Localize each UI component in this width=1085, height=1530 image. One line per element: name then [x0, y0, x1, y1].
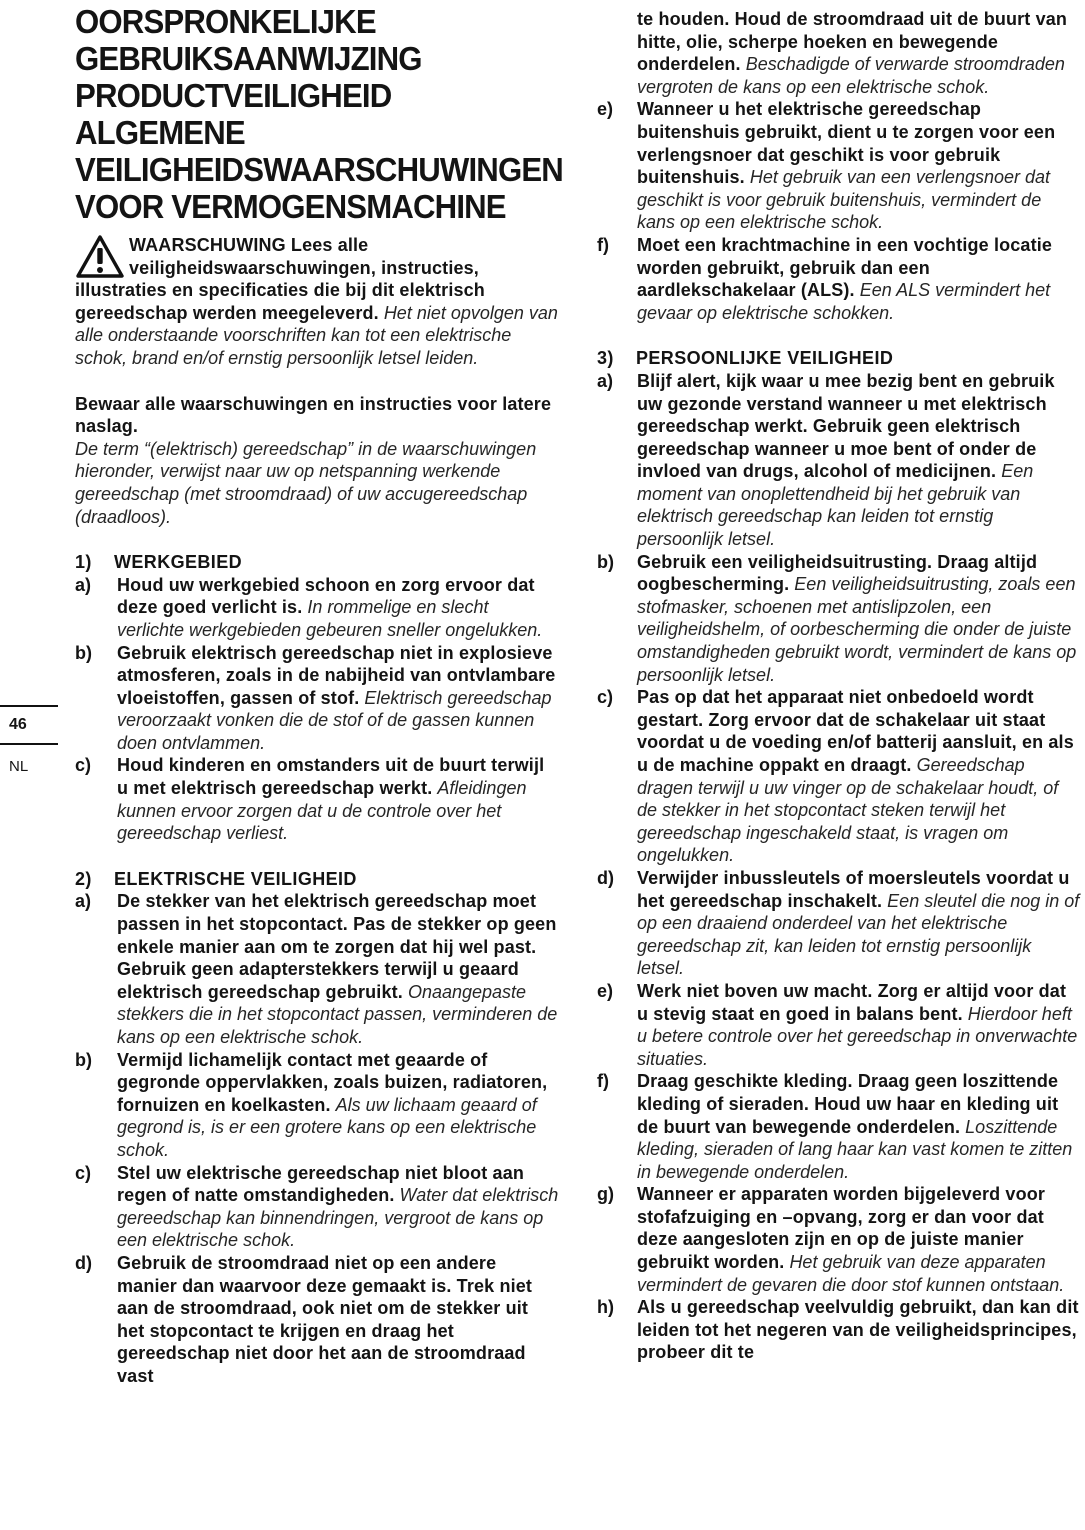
item-lead: Wanneer er apparaten worden bijgeleverd voor stofafzuiging en –opvang, zorg er dan voor dat deze aangesloten zijn en op de juiste manier gebruikt worden. — [637, 1184, 1046, 1273]
language-label: NL — [9, 758, 29, 775]
item-lead: Blijf alert, kijk waar u mee bezig bent en gebruik uw gezonde verstand wanneer u met elektrisch gereedschap werkt. Gebruik geen elektrisch gereedschap wanneer u moe bent of onder de invloed van drugs, alcohol of medicijnen. — [637, 370, 1055, 482]
warning-italic-text: Het niet opvolgen van alle onderstaande voorschriften kan tot een elektrische schok, brand en/of ernstig persoonlijk letsel leiden. — [75, 302, 558, 368]
list-item — [75, 642, 560, 755]
item-label: c) — [75, 1162, 92, 1183]
item-lead: Verwijder inbussleutels of moersleutels voordat u het gereedschap inschakelt. — [637, 867, 1070, 911]
item-lead: Stel uw elektrische gereedschap niet bloot aan regen of natte omstandigheden. — [117, 1162, 525, 1206]
section-heading — [597, 347, 1082, 370]
list-item — [597, 686, 1082, 867]
item-desc: Hierdoor heft u betere controle over het gereedschap in onverwachte situaties. — [637, 1003, 1078, 1069]
list-item — [75, 574, 560, 642]
page-number: 46 — [9, 716, 27, 733]
item-lead: Gebruik een veiligheidsuitrusting. Draag altijd oogbescherming. — [637, 551, 1038, 595]
section-title: ELEKTRISCHE VEILIGHEID — [114, 868, 357, 889]
item-label: b) — [597, 551, 614, 572]
section-number: 3) — [597, 348, 614, 369]
item-label: e) — [597, 980, 614, 1001]
list-item — [75, 754, 560, 844]
item-desc: Gereedschap dragen terwijl u uw vinger op de schakelaar houdt, of de stekker in het stopcontact steken terwijl het gereedschap ingeschakeld staat, is vragen om ongelukken. — [637, 755, 1059, 866]
item-lead: Pas op dat het apparaat niet onbedoeld wordt gestart. Zorg ervoor dat de schakelaar uit staat voordat u de voeding en/of batterij aansluit, en als u de machine oppakt en draagt. — [637, 687, 1074, 775]
list-item — [597, 867, 1082, 980]
item-desc: Afleidingen kunnen ervoor zorgen dat u de controle over het gereedschap verliest. — [117, 778, 527, 844]
item-label: g) — [597, 1184, 614, 1205]
section-title: WERKGEBIED — [114, 552, 243, 573]
list-item — [597, 551, 1082, 687]
title-line: PRODUCTVEILIGHEID — [75, 78, 392, 115]
item-lead: Moet een krachtmachine in een vochtige locatie worden gebruikt, gebruik dan een aardlekschakelaar (ALS). — [637, 234, 1053, 301]
list-item — [75, 1049, 560, 1162]
save-notice-italic: De term “(elektrisch) gereedschap” in de waarschuwingen hieronder, verwijst naar uw op netspanning werkende gereedschap (met stroomdraad) of uw accugereedschap (draadloos). — [75, 438, 537, 527]
item-desc: Elektrisch gereedschap veroorzaakt vonken die de stof of de gassen kunnen doen ontvlammen. — [117, 687, 552, 753]
item-label: d) — [597, 867, 614, 888]
item-lead: Vermijd lichamelijk contact met geaarde of gegronde oppervlakken, zoals buizen, radiatoren, fornuizen en koelkasten. — [117, 1049, 548, 1115]
item-label: a) — [597, 370, 614, 391]
item-desc: Loszittende kleding, sieraden of lang haar kan vast komen te zitten in bewegende onderdelen. — [637, 1116, 1073, 1182]
item-lead: Werk niet boven uw macht. Zorg er altijd voor dat u stevig staat en goed in balans bent. — [637, 980, 1067, 1024]
list-item — [597, 980, 1082, 1070]
item-desc: Onaangepaste stekkers die in het stopcontact passen, verminderen de kans op een elektrische schok. — [117, 981, 558, 1047]
item-label: h) — [597, 1297, 614, 1318]
list-item — [597, 370, 1082, 551]
item-label: b) — [75, 1049, 92, 1070]
item-desc: Een ALS vermindert het gevaar op elektrische schokken. — [637, 280, 1051, 323]
item-desc: Een sleutel die nog in of op een draaiend onderdeel van het elektrische gereedschap zit, kan leiden tot ernstig persoonlijk letsel. — [637, 890, 1080, 979]
item-label: c) — [75, 755, 92, 776]
section-number: 2) — [75, 868, 92, 889]
save-notice-bold: Bewaar alle waarschuwingen en instructies voor latere naslag. — [75, 393, 552, 437]
item-lead: Gebruik elektrisch gereedschap niet in explosieve atmosferen, zoals in de nabijheid van ontvlambare vloeistoffen, gassen of stof. — [117, 642, 556, 708]
list-item — [597, 1296, 1082, 1364]
item-label: f) — [597, 1071, 609, 1092]
save-notice — [75, 393, 560, 529]
item-desc: Water dat elektrisch gereedschap kan binnendringen, vergroot de kans op een elektrische schok. — [117, 1185, 559, 1251]
item-desc: Het gebruik van een verlengsnoer dat geschikt is voor gebruik buitenshuis, vermindert de kans op een elektrische schok. — [637, 167, 1051, 233]
list-item — [597, 1183, 1082, 1296]
item-desc: Als uw lichaam geaard of gegrond is, is er een grotere kans op een elektrische schok. — [117, 1094, 537, 1160]
list-item — [597, 234, 1082, 324]
warning-bold-text: WAARSCHUWING Lees alle veiligheidswaarschuwingen, instructies, illustraties en specificaties die bij dit elektrisch gereedschap werden meegeleverd. — [75, 235, 485, 323]
warning-triangle-icon — [75, 234, 125, 279]
item-label: f) — [597, 234, 609, 255]
item-label: e) — [597, 99, 614, 120]
item-lead: Als u gereedschap veelvuldig gebruikt, dan kan dit leiden tot het negeren van de veiligheidsprincipes, probeer dit te — [637, 1297, 1079, 1363]
item-label: a) — [75, 891, 92, 912]
item-desc: Beschadigde of verwarde stroomdraden vergroten de kans op een elektrische schok. — [637, 54, 1065, 97]
section-number: 1) — [75, 552, 92, 573]
item-lead: Houd kinderen en omstanders uit de buurt terwijl u met elektrisch gereedschap werkt. — [117, 755, 545, 799]
list-item — [75, 1162, 560, 1252]
item-desc: Een moment van onoplettendheid bij het gebruik van elektrisch gereedschap kan leiden tot ernstig persoonlijk letsel. — [637, 461, 1034, 550]
section-heading — [75, 551, 560, 574]
list-item-continuation — [597, 8, 1082, 98]
item-lead: Draag geschikte kleding. Draag geen loszittende kleding of sieraden. Houd uw haar en kleding uit de buurt van bewegende onderdelen. — [637, 1071, 1059, 1137]
list-item — [75, 1252, 560, 1388]
item-lead: Houd uw werkgebied schoon en zorg ervoor dat deze goed verlicht is. — [117, 574, 535, 618]
list-item — [597, 1070, 1082, 1183]
title-line: VOOR VERMOGENSMACHINE — [75, 189, 506, 226]
item-lead: te houden. Houd de stroomdraad uit de buurt van hitte, olie, scherpe hoeken en bewegende onderdelen. — [637, 9, 1068, 75]
item-lead: Gebruik de stroomdraad niet op een andere manier dan waarvoor deze gemaakt is. Trek niet aan de stroomdraad, ook niet om de stekker uit het stopcontact te krijgen en draag het gereedschap niet door het aan de stroomdraad vast — [117, 1252, 533, 1386]
left-column — [75, 234, 560, 1388]
list-item — [75, 890, 560, 1048]
item-lead: Wanneer u het elektrische gereedschap buitenshuis gebruikt, dient u te zorgen voor een verlengsnoer dat geschikt is voor gebruik buitenshuis. — [637, 99, 1056, 188]
right-column — [597, 8, 1082, 1364]
title-line: OORSPRONKELIJKE — [75, 4, 376, 41]
title-line: VEILIGHEIDSWAARSCHUWINGEN — [75, 152, 563, 189]
title-line: GEBRUIKSAANWIJZING — [75, 41, 422, 78]
item-label: b) — [75, 642, 92, 663]
item-lead: De stekker van het elektrisch gereedschap moet passen in het stopcontact. Pas de stekker op geen enkele manier aan om te zorgen dat hij wel past. Gebruik geen adapterstekkers terwijl u geaard elektrisch gereedschap gebruikt. — [117, 891, 557, 1002]
item-label: c) — [597, 687, 614, 708]
warning-block — [75, 234, 560, 370]
title-line: ALGEMENE — [75, 115, 245, 152]
page-title — [75, 4, 563, 226]
section-heading — [75, 868, 560, 891]
list-item — [597, 98, 1082, 234]
item-desc: Het gebruik van deze apparaten vermindert de gevaren die door stof kunnen ontstaan. — [637, 1252, 1065, 1295]
section-title: PERSOONLIJKE VEILIGHEID — [636, 348, 894, 369]
item-desc: In rommelige en slecht verlichte werkgebieden gebeuren sneller ongelukken. — [117, 597, 543, 640]
item-desc: Een veiligheidsuitrusting, zoals een stofmasker, schoenen met antislipzolen, een veiligheidshelm, of oorbescherming die onder de juiste omstandigheden gebruikt wordt, vermindert de kans op persoonlijk letsel. — [637, 574, 1077, 685]
item-label: a) — [75, 574, 92, 595]
side-page-tab — [0, 705, 58, 775]
item-label: d) — [75, 1252, 92, 1273]
